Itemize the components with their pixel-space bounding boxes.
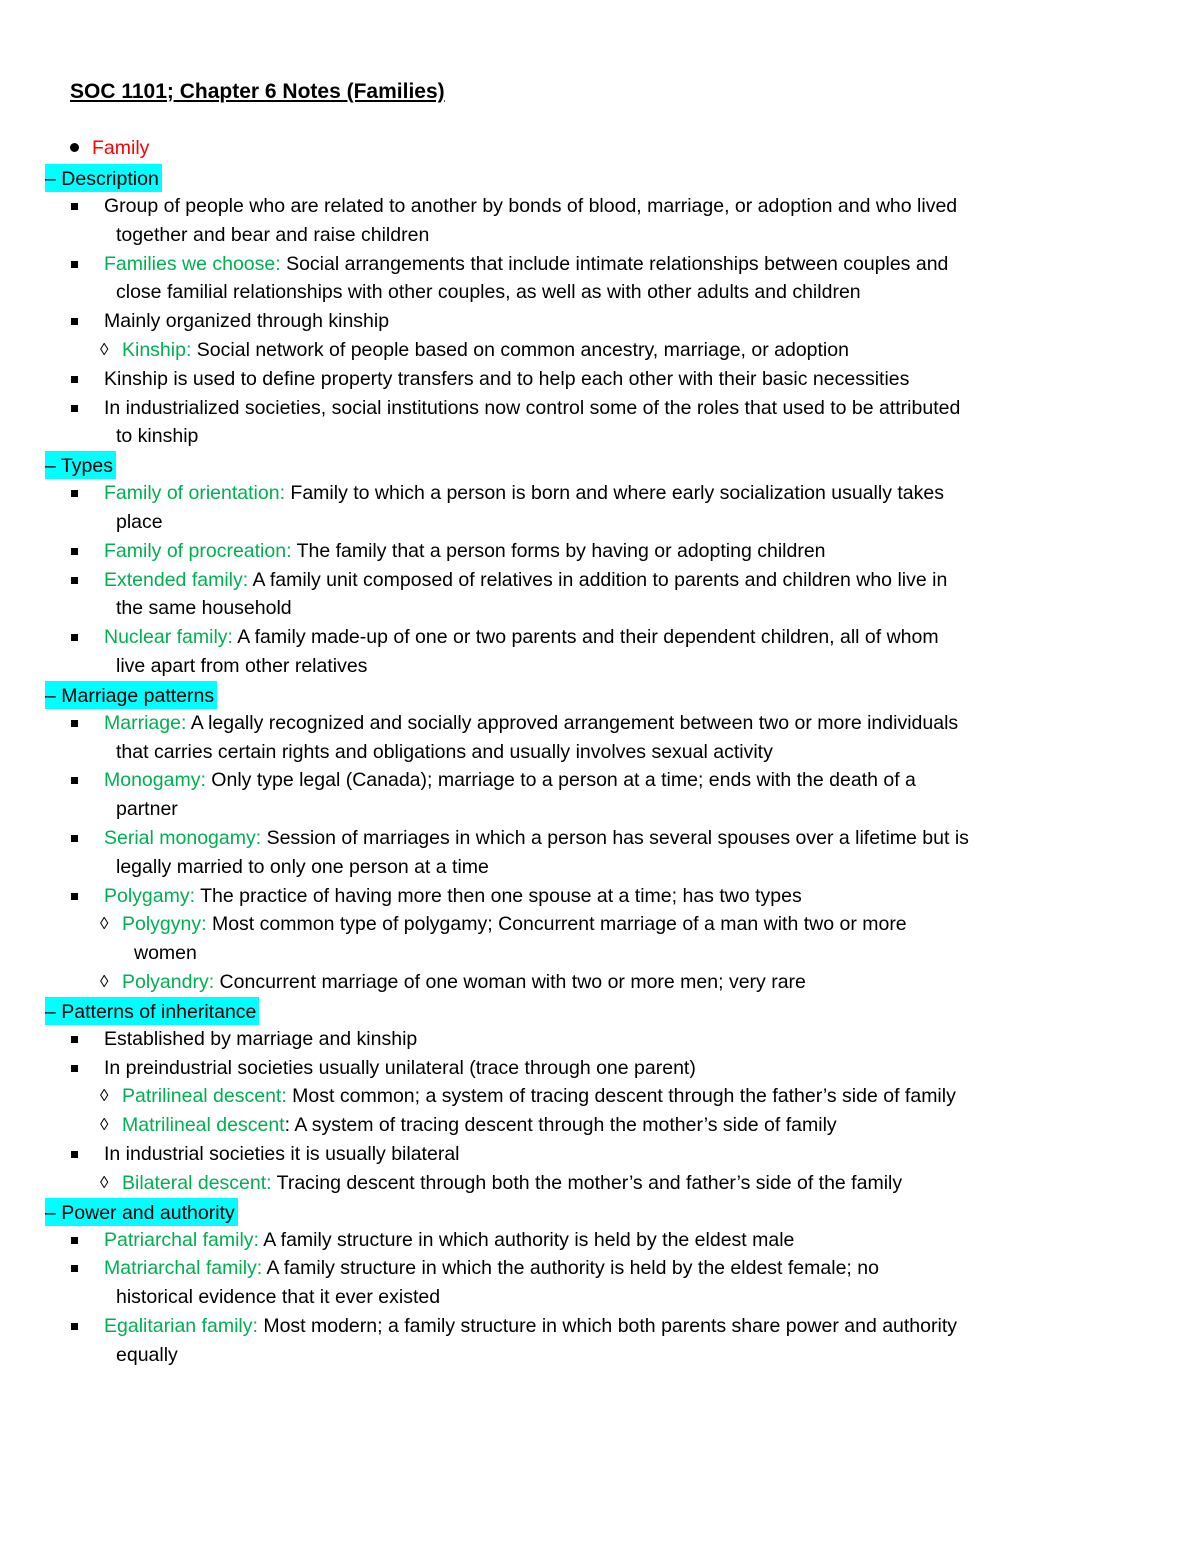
section-inheritance-heading <box>45 997 1200 1025</box>
diamond-bullet-icon: ◊ <box>100 1115 109 1135</box>
list-item: Egalitarian family: Most modern; a family structure in which both parents share power and authority equally <box>0 1312 1200 1370</box>
term: Family of orientation: <box>104 482 285 505</box>
term: Families we choose: <box>104 252 281 275</box>
term: Nuclear family: <box>104 626 233 649</box>
list-item: Kinship is used to define property transfers and to help each other with their basic necessities <box>0 365 1200 394</box>
heading-highlight: – Marriage patterns <box>45 681 217 709</box>
list-item: Nuclear family: A family made-up of one or two parents and their dependent children, all of whom live apart from other relatives <box>0 623 1200 681</box>
heading-highlight: – Power and authority <box>45 1198 238 1226</box>
section-power-heading <box>45 1198 1200 1226</box>
list-item: Extended family: A family unit composed of relatives in addition to parents and children who live in the same household <box>0 566 1200 624</box>
list-item: Marriage: A legally recognized and socially approved arrangement between two or more individuals that carries certain rights and obligations and usually involves sexual activity <box>0 709 1200 767</box>
diamond-bullet-icon: ◊ <box>100 971 109 991</box>
bullet-dot-icon <box>70 143 79 152</box>
term: Matrilineal descent <box>122 1114 285 1137</box>
list-item: Established by marriage and kinship <box>0 1025 1200 1054</box>
list-item: In industrialized societies, social institutions now control some of the roles that used to be attributed to kinship <box>0 394 1200 452</box>
sub-list-item: ◊ Matrilineal descent: A system of tracing descent through the mother’s side of family <box>0 1111 1200 1140</box>
outline <box>0 164 1200 1369</box>
list-item: Families we choose: Social arrangements that include intimate relationships between couples and close familial relationships with other couples, as well as with other adults and children <box>0 250 1200 308</box>
term: Patrilineal descent: <box>122 1085 287 1108</box>
term: Egalitarian family: <box>104 1314 258 1337</box>
list-item: Polygamy: The practice of having more then one spouse at a time; has two types <box>0 882 1200 911</box>
term: Serial monogamy: <box>104 826 262 849</box>
list-item: Serial monogamy: Session of marriages in which a person has several spouses over a lifetime but is legally married to only one person at a time <box>0 824 1200 882</box>
list-item: Family of orientation: Family to which a person is born and where early socialization usually takes place <box>0 479 1200 537</box>
sub-list-item: ◊ Kinship: Social network of people based on common ancestry, marriage, or adoption <box>0 336 1200 365</box>
list-item: Matriarchal family: A family structure in which the authority is held by the eldest female; no historical evidence that it ever existed <box>0 1254 1200 1312</box>
list-item: Monogamy: Only type legal (Canada); marriage to a person at a time; ends with the death of a partner <box>0 766 1200 824</box>
term: Family of procreation: <box>104 539 292 562</box>
sub-list-item: ◊ Bilateral descent: Tracing descent through both the mother’s and father’s side of the family <box>0 1169 1200 1198</box>
family-label: Family <box>92 137 150 159</box>
term: Matriarchal family: <box>104 1257 263 1280</box>
sub-list-item: ◊ Polygyny: Most common type of polygamy; Concurrent marriage of a man with two or more women <box>0 910 1200 968</box>
list-item: In preindustrial societies usually unilateral (trace through one parent) <box>0 1054 1200 1083</box>
term: Polygamy: <box>104 884 196 907</box>
term: Kinship: <box>122 338 192 361</box>
diamond-bullet-icon: ◊ <box>100 1086 109 1106</box>
diamond-bullet-icon: ◊ <box>100 1172 109 1192</box>
section-description-heading <box>45 164 1200 192</box>
heading-highlight: – Types <box>45 451 116 479</box>
term: Polygyny: <box>122 913 207 936</box>
term: Extended family: <box>104 568 249 591</box>
page-title: SOC 1101; Chapter 6 Notes (Families) <box>70 80 445 103</box>
term: Patriarchal family: <box>104 1228 259 1251</box>
term: Marriage: <box>104 711 187 734</box>
term: Monogamy: <box>104 769 206 792</box>
list-item: In industrial societies it is usually bilateral <box>0 1140 1200 1169</box>
heading-highlight: – Patterns of inheritance <box>45 997 259 1025</box>
heading-highlight: – Description <box>45 164 162 192</box>
diamond-bullet-icon: ◊ <box>100 914 109 934</box>
sub-list-item: ◊ Polyandry: Concurrent marriage of one woman with two or more men; very rare <box>0 968 1200 997</box>
term: Bilateral descent: <box>122 1171 272 1194</box>
list-item: Family of procreation: The family that a person forms by having or adopting children <box>0 537 1200 566</box>
diamond-bullet-icon: ◊ <box>100 339 109 359</box>
section-types-heading <box>45 451 1200 479</box>
list-item: Mainly organized through kinship <box>0 307 1200 336</box>
term: Polyandry: <box>122 970 215 993</box>
list-item: Patriarchal family: A family structure in which authority is held by the eldest male <box>0 1226 1200 1255</box>
section-marriage-heading <box>45 681 1200 709</box>
family-bullet <box>70 135 149 161</box>
sub-list-item: ◊ Patrilineal descent: Most common; a system of tracing descent through the father’s side of family <box>0 1082 1200 1111</box>
list-item: Group of people who are related to another by bonds of blood, marriage, or adoption and who lived together and bear and raise children <box>0 192 1200 250</box>
